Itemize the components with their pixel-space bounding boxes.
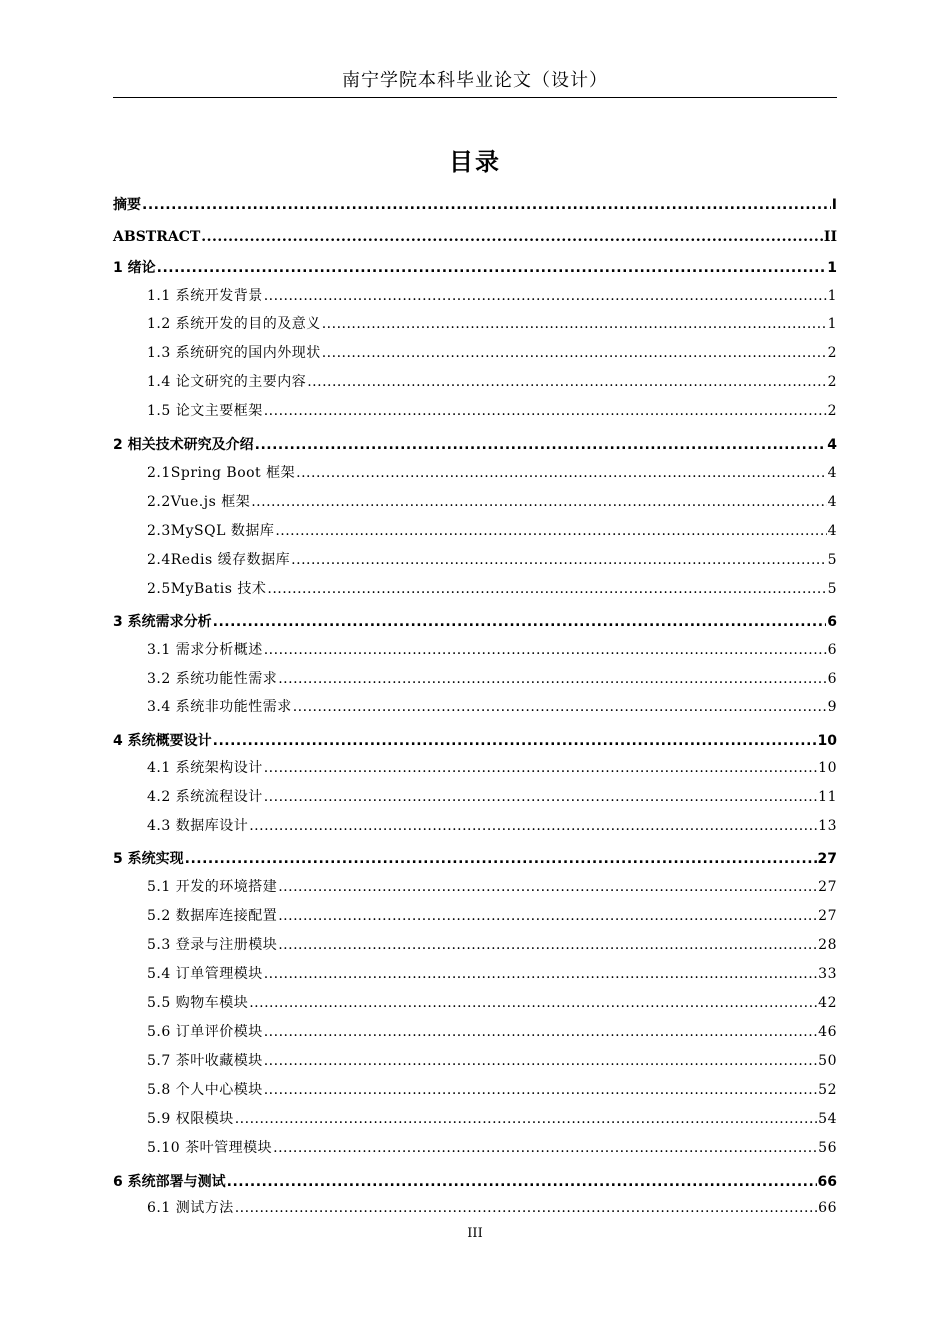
toc-entry-label: ABSTRACT bbox=[113, 229, 201, 245]
toc-section-entry[interactable] bbox=[147, 550, 837, 570]
toc-entry-page: 1 bbox=[827, 260, 837, 276]
toc-entry-page: 2 bbox=[827, 403, 837, 419]
toc-dot-leader bbox=[278, 877, 817, 897]
toc-entry-label: 6 系统部署与测试 bbox=[113, 1174, 226, 1190]
toc-entry-page: 27 bbox=[817, 851, 837, 867]
toc-dot-leader bbox=[142, 195, 831, 215]
toc-entry-label: 5.7 茶叶收藏模块 bbox=[147, 1053, 263, 1069]
toc-section-entry[interactable] bbox=[147, 1109, 837, 1129]
toc-entry-page: 13 bbox=[818, 818, 837, 834]
toc-chapter-entry[interactable] bbox=[113, 227, 837, 247]
toc-dot-leader bbox=[213, 731, 817, 751]
toc-entry-page: 42 bbox=[818, 995, 837, 1011]
toc-dot-leader bbox=[249, 993, 817, 1013]
toc-section-entry[interactable] bbox=[147, 906, 837, 926]
toc-dot-leader bbox=[293, 697, 827, 717]
toc-section-entry[interactable] bbox=[147, 314, 837, 334]
toc-section-entry[interactable] bbox=[147, 993, 837, 1013]
toc-dot-leader bbox=[322, 314, 827, 334]
toc-chapter-entry[interactable] bbox=[113, 1172, 837, 1192]
toc-entry-label: 5.4 订单管理模块 bbox=[147, 966, 263, 982]
toc-section-entry[interactable] bbox=[147, 492, 837, 512]
toc-entry-label: 5.5 购物车模块 bbox=[147, 995, 249, 1011]
toc-entry-page: 10 bbox=[817, 733, 837, 749]
toc-entry-label: 2.5MyBatis 技术 bbox=[147, 581, 267, 597]
toc-section-entry[interactable] bbox=[147, 697, 837, 717]
toc-section-entry[interactable] bbox=[147, 1198, 837, 1218]
toc-dot-leader bbox=[264, 640, 827, 660]
toc-section-entry[interactable] bbox=[147, 372, 837, 392]
toc-entry-label: 1.3 系统研究的国内外现状 bbox=[147, 345, 321, 361]
toc-dot-leader bbox=[235, 1109, 817, 1129]
toc-entry-page: 4 bbox=[827, 494, 837, 510]
toc-dot-leader bbox=[264, 1051, 817, 1071]
toc-entry-page: 2 bbox=[827, 345, 837, 361]
toc-entry-label: 5.6 订单评价模块 bbox=[147, 1024, 263, 1040]
page-number: III bbox=[467, 1226, 483, 1241]
toc-section-entry[interactable] bbox=[147, 816, 837, 836]
toc-dot-leader bbox=[291, 550, 826, 570]
toc-dot-leader bbox=[322, 343, 827, 363]
toc-entry-page: 4 bbox=[827, 465, 837, 481]
toc-entry-page: 9 bbox=[827, 699, 837, 715]
toc-dot-leader bbox=[275, 521, 826, 541]
toc-chapter-entry[interactable] bbox=[113, 258, 837, 278]
toc-entry-page: 5 bbox=[827, 552, 837, 568]
toc-dot-leader bbox=[157, 258, 827, 278]
toc-entry-label: 1.4 论文研究的主要内容 bbox=[147, 374, 307, 390]
toc-entry-page: 10 bbox=[818, 760, 837, 776]
toc-section-entry[interactable] bbox=[147, 579, 837, 599]
toc-section-entry[interactable] bbox=[147, 521, 837, 541]
toc-section-entry[interactable] bbox=[147, 286, 837, 306]
toc-entry-page: 54 bbox=[818, 1111, 837, 1127]
toc-entry-label: 2.1Spring Boot 框架 bbox=[147, 465, 296, 481]
toc-section-entry[interactable] bbox=[147, 463, 837, 483]
toc-entry-label: 2 相关技术研究及介绍 bbox=[113, 437, 254, 453]
toc-dot-leader bbox=[264, 1080, 817, 1100]
toc-entry-page: 33 bbox=[818, 966, 837, 982]
toc-section-entry[interactable] bbox=[147, 758, 837, 778]
toc-dot-leader bbox=[201, 227, 823, 247]
toc-entry-page: 1 bbox=[827, 288, 837, 304]
toc-dot-leader bbox=[255, 435, 827, 455]
toc-section-entry[interactable] bbox=[147, 877, 837, 897]
toc-section-entry[interactable] bbox=[147, 1080, 837, 1100]
toc-entry-label: 4.2 系统流程设计 bbox=[147, 789, 263, 805]
toc-entry-page: 2 bbox=[827, 374, 837, 390]
toc-entry-page: 27 bbox=[818, 879, 837, 895]
toc-entry-page: II bbox=[823, 229, 837, 245]
toc-entry-page: 4 bbox=[827, 523, 837, 539]
toc-chapter-entry[interactable] bbox=[113, 195, 837, 215]
toc-entry-page: 56 bbox=[818, 1140, 837, 1156]
toc-entry-page: 28 bbox=[818, 937, 837, 953]
header-divider bbox=[113, 97, 837, 98]
toc-entry-page: 6 bbox=[827, 614, 837, 630]
toc-entry-page: 66 bbox=[817, 1174, 837, 1190]
toc-entry-page: 4 bbox=[827, 437, 837, 453]
toc-entry-label: 1 绪论 bbox=[113, 260, 156, 276]
toc-section-entry[interactable] bbox=[147, 964, 837, 984]
toc-chapter-entry[interactable] bbox=[113, 731, 837, 751]
toc-dot-leader bbox=[264, 787, 817, 807]
toc-dot-leader bbox=[278, 935, 817, 955]
toc-dot-leader bbox=[264, 758, 817, 778]
toc-section-entry[interactable] bbox=[147, 640, 837, 660]
toc-dot-leader bbox=[227, 1172, 817, 1192]
toc-dot-leader bbox=[273, 1138, 817, 1158]
toc-entry-page: 66 bbox=[818, 1200, 837, 1216]
toc-entry-label: 5.8 个人中心模块 bbox=[147, 1082, 263, 1098]
toc-entry-label: 4.1 系统架构设计 bbox=[147, 760, 263, 776]
toc-entry-page: 5 bbox=[827, 581, 837, 597]
toc-dot-leader bbox=[264, 964, 817, 984]
toc-entry-page: 46 bbox=[818, 1024, 837, 1040]
toc-dot-leader bbox=[213, 612, 827, 632]
toc-dot-leader bbox=[296, 463, 826, 483]
toc-entry-label: 3.1 需求分析概述 bbox=[147, 642, 263, 658]
toc-entry-page: I bbox=[831, 197, 837, 213]
toc-dot-leader bbox=[264, 1022, 817, 1042]
toc-dot-leader bbox=[264, 286, 827, 306]
toc-entry-label: 1.5 论文主要框架 bbox=[147, 403, 263, 419]
toc-chapter-entry[interactable] bbox=[113, 435, 837, 455]
toc-entry-label: 2.3MySQL 数据库 bbox=[147, 523, 275, 539]
toc-dot-leader bbox=[264, 401, 827, 421]
toc-entry-label: 5.10 茶叶管理模块 bbox=[147, 1140, 273, 1156]
toc-dot-leader bbox=[251, 492, 826, 512]
toc-entry-label: 2.2Vue.js 框架 bbox=[147, 494, 251, 510]
toc-dot-leader bbox=[235, 1198, 817, 1218]
toc-entry-label: 2.4Redis 缓存数据库 bbox=[147, 552, 291, 568]
toc-dot-leader bbox=[307, 372, 826, 392]
toc-entry-label: 5 系统实现 bbox=[113, 851, 184, 867]
toc-dot-leader bbox=[249, 816, 817, 836]
toc-section-entry[interactable] bbox=[147, 1138, 837, 1158]
toc-entry-label: 6.1 测试方法 bbox=[147, 1200, 234, 1216]
toc-entry-label: 3.2 系统功能性需求 bbox=[147, 671, 278, 687]
toc-entry-label: 3 系统需求分析 bbox=[113, 614, 212, 630]
toc-section-entry[interactable] bbox=[147, 1022, 837, 1042]
toc-entry-label: 4 系统概要设计 bbox=[113, 733, 212, 749]
toc-dot-leader bbox=[278, 669, 826, 689]
toc-dot-leader bbox=[278, 906, 817, 926]
toc-entry-label: 5.2 数据库连接配置 bbox=[147, 908, 278, 924]
toc-entry-page: 52 bbox=[818, 1082, 837, 1098]
toc-entry-label: 3.4 系统非功能性需求 bbox=[147, 699, 292, 715]
toc-section-entry[interactable] bbox=[147, 401, 837, 421]
toc-entry-page: 6 bbox=[827, 642, 837, 658]
toc-entry-page: 6 bbox=[827, 671, 837, 687]
toc-entry-page: 1 bbox=[827, 316, 837, 332]
toc-section-entry[interactable] bbox=[147, 343, 837, 363]
toc-entry-page: 50 bbox=[818, 1053, 837, 1069]
toc-entry-page: 11 bbox=[818, 789, 837, 805]
toc-entry-label: 5.9 权限模块 bbox=[147, 1111, 234, 1127]
toc-title: 目录 bbox=[449, 148, 501, 176]
toc-dot-leader bbox=[267, 579, 826, 599]
toc-chapter-entry[interactable] bbox=[113, 849, 837, 869]
toc-section-entry[interactable] bbox=[147, 935, 837, 955]
toc-entry-label: 1.2 系统开发的目的及意义 bbox=[147, 316, 321, 332]
toc-dot-leader bbox=[185, 849, 817, 869]
running-header: 南宁学院本科毕业论文（设计） bbox=[342, 70, 608, 91]
toc-entry-label: 1.1 系统开发背景 bbox=[147, 288, 263, 304]
toc-section-entry[interactable] bbox=[147, 669, 837, 689]
toc-section-entry[interactable] bbox=[147, 787, 837, 807]
toc-entry-label: 5.1 开发的环境搭建 bbox=[147, 879, 278, 895]
toc-entry-label: 4.3 数据库设计 bbox=[147, 818, 249, 834]
toc-section-entry[interactable] bbox=[147, 1051, 837, 1071]
toc-chapter-entry[interactable] bbox=[113, 612, 837, 632]
toc-entry-label: 5.3 登录与注册模块 bbox=[147, 937, 278, 953]
toc-entry-page: 27 bbox=[818, 908, 837, 924]
toc-entry-label: 摘要 bbox=[113, 197, 141, 213]
